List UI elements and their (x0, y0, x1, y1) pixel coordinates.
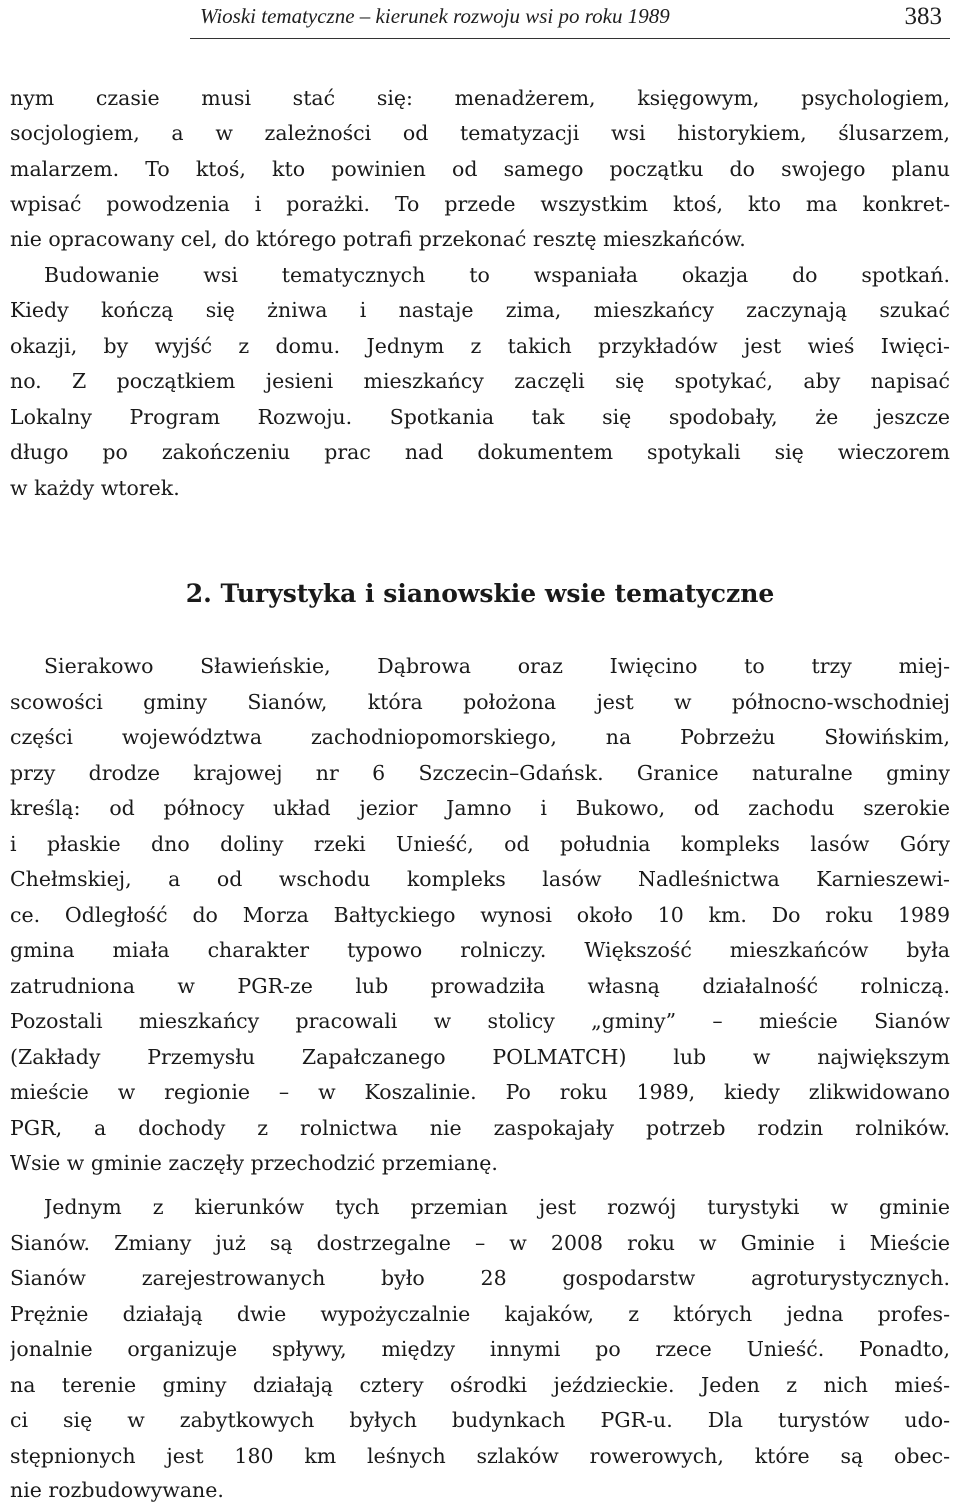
text-line: nym czasie musi stać się: menadżerem, księgowym, psychologiem, (10, 86, 950, 110)
text-line: (Zakłady Przemysłu Zapałczanego POLMATCH) lub w największym (10, 1045, 950, 1069)
text-line: okazji, by wyjść z domu. Jednym z takich przykładów jest wieś Iwięci- (10, 334, 950, 358)
text-line: wpisać powodzenia i porażki. To przede wszystkim ktoś, kto ma konkret- (10, 192, 950, 216)
page-body (10, 0, 950, 1509)
text-line: Pozostali mieszkańcy pracowali w stolicy „gminy” – mieście Sianów (10, 1009, 950, 1033)
text-line: kreślą: od północy układ jezior Jamno i Bukowo, od zachodu szerokie (10, 796, 950, 820)
text-line: Jednym z kierunków tych przemian jest rozwój turystyki w gminie (44, 1195, 950, 1219)
text-line: socjologiem, a w zależności od tematyzacji wsi historykiem, ślusarzem, (10, 121, 950, 145)
text-line: PGR, a dochody z rolnictwa nie zaspokajały potrzeb rodzin rolników. (10, 1116, 950, 1140)
text-line: Chełmskiej, a od wschodu kompleks lasów Nadleśnictwa Karnieszewi- (10, 867, 950, 891)
page-number: 383 (904, 3, 942, 30)
text-line: Sierakowo Sławieńskie, Dąbrowa oraz Iwięcino to trzy miej- (44, 654, 950, 678)
text-line: przy drodze krajowej nr 6 Szczecin–Gdańsk. Granice naturalne gminy (10, 761, 950, 785)
text-line: no. Z początkiem jesieni mieszkańcy zaczęli się spotykać, aby napisać (10, 369, 950, 393)
text-line: stępnionych jest 180 km leśnych szlaków rowerowych, które są obec- (10, 1444, 950, 1468)
text-line: długo po zakończeniu prac nad dokumentem spotykali się wieczorem (10, 440, 950, 464)
text-line: ci się w zabytkowych byłych budynkach PGR-u. Dla turystów udo- (10, 1408, 950, 1432)
text-line: Budowanie wsi tematycznych to wspaniała okazja do spotkań. (44, 263, 950, 287)
text-line: mieście w regionie – w Koszalinie. Po roku 1989, kiedy zlikwidowano (10, 1080, 950, 1104)
text-line: scowości gminy Sianów, która położona jest w północno-wschodniej (10, 690, 950, 714)
text-line: w każdy wtorek. (10, 476, 180, 500)
text-line: gmina miała charakter typowo rolniczy. Większość mieszkańców była (10, 938, 950, 962)
text-line: i płaskie dno doliny rzeki Unieść, od południa kompleks lasów Góry (10, 832, 950, 856)
text-line: Sianów zarejestrowanych było 28 gospodarstw agroturystycznych. (10, 1266, 950, 1290)
text-line: nie opracowany cel, do którego potrafi przekonać resztę mieszkańców. (10, 227, 746, 251)
text-line: nie rozbudowywane. (10, 1478, 224, 1502)
running-header-title: Wioski tematyczne – kierunek rozwoju wsi po roku 1989 (200, 4, 670, 28)
text-line: części województwa zachodniopomorskiego, na Pobrzeżu Słowińskim, (10, 725, 950, 749)
text-line: na terenie gminy działają cztery ośrodki jeździeckie. Jeden z nich mieś- (10, 1373, 950, 1397)
section-heading: 2. Turystyka i sianowskie wsie tematyczne (185, 579, 775, 608)
text-line: Lokalny Program Rozwoju. Spotkania tak się spodobały, że jeszcze (10, 405, 950, 429)
text-line: malarzem. To ktoś, kto powinien od samego początku do swojego planu (10, 157, 950, 181)
text-line: zatrudniona w PGR-ze lub prowadziła własną działalność rolniczą. (10, 974, 950, 998)
text-line: ce. Odległość do Morza Bałtyckiego wynosi około 10 km. Do roku 1989 (10, 903, 950, 927)
text-line: Wsie w gminie zaczęły przechodzić przemianę. (10, 1151, 498, 1175)
text-line: Prężnie działają dwie wypożyczalnie kajaków, z których jedna profes- (10, 1302, 950, 1326)
text-line: Sianów. Zmiany już są dostrzegalne – w 2008 roku w Gminie i Mieście (10, 1231, 950, 1255)
text-line: jonalnie organizuje spływy, między innymi po rzece Unieść. Ponadto, (10, 1337, 950, 1361)
text-line: Kiedy kończą się żniwa i nastaje zima, mieszkańcy zaczynają szukać (10, 298, 950, 322)
